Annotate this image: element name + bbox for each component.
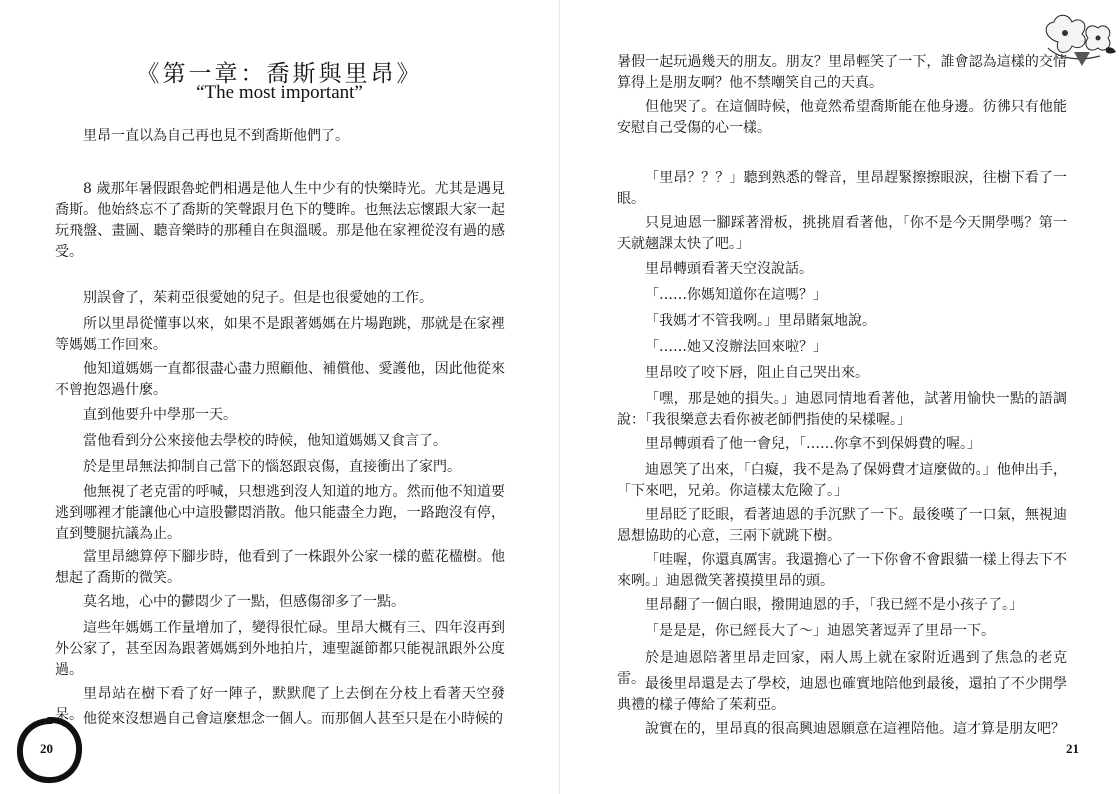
paragraph: 當他看到分公來接他去學校的時候，他知道媽媽又食言了。 (83, 433, 447, 449)
paragraph: 所以里昂從懂事以來，如果不是跟著媽媽在片場跑跳，那就是在家裡等媽媽工作回來。 (55, 316, 505, 353)
paragraph: 里昂轉頭看了他一會兒，「……你拿不到保姆費的喔。」 (645, 436, 981, 452)
paragraph: 「我媽才不管我咧。」里昂賭氣地說。 (645, 313, 876, 329)
right-page (560, 0, 1119, 794)
chapter-subtitle: “The most important” (196, 82, 363, 103)
paragraph: 他知道媽媽一直都很盡心盡力照顧他、補償他、愛護他，因此他從來不曾抱怨過什麼。 (55, 361, 505, 398)
paragraph: 里昂翻了一個白眼，撥開迪恩的手，「我已經不是小孩子了。」 (645, 597, 1023, 613)
left-page (0, 0, 559, 794)
paragraph: 「……你媽知道你在這嗎？」 (645, 287, 827, 303)
paragraph: 於是迪恩陪著里昂走回家，兩人馬上就在家附近遇到了焦急的老克雷。 (617, 650, 1067, 687)
paragraph: 當里昂總算停下腳步時，他看到了一株跟外公家一樣的藍花楹樹。他想起了喬斯的微笑。 (55, 549, 505, 586)
chapter-title: 《第一章：喬斯與里昂》 (136, 61, 423, 87)
paragraph: 莫名地，心中的鬱悶少了一點，但感傷卻多了一點。 (83, 594, 405, 610)
paragraph: 迪恩笑了出來，「白癡，我不是為了保姆費才這麼做的。」他伸出手，「下來吧，兄弟。你這樣太危險了。」 (617, 462, 1067, 499)
paragraph: 「嘿，那是她的損失。」迪恩同情地看著他，試著用愉快一點的語調說：「我很樂意去看你被老師們指使的呆樣喔。」 (617, 391, 1067, 428)
page-number: 20 (40, 741, 53, 756)
paragraph: 「是是是，你已經長大了～」迪恩笑著逗弄了里昂一下。 (645, 623, 995, 639)
paragraph: 里昂咬了咬下唇，阻止自己哭出來。 (645, 365, 869, 381)
paragraph: 這些年媽媽工作量增加了，變得很忙碌。里昂大概有三、四年沒再到外公家了，甚至因為跟著媽媽到外地拍片，連聖誕節都只能視訊跟外公度過。 (55, 620, 505, 678)
paragraph: 只見迪恩一腳踩著滑板，挑挑眉看著他，「你不是今天開學嗎？第一天就翹課太快了吧。」 (617, 215, 1067, 252)
paragraph: 暑假一起玩過幾天的朋友。朋友？里昂輕笑了一下，誰會認為這樣的交情算得上是朋友啊？他不禁嘲笑自己的天真。 (617, 54, 1067, 91)
paragraph: 說實在的，里昂真的很高興迪恩願意在這裡陪他。這才算是朋友吧？ (645, 721, 1065, 737)
paragraph: 他從來沒想過自己會這麼想念一個人。而那個人甚至只是在小時候的 (83, 711, 503, 727)
paragraph: 「……她又沒辦法回來啦？」 (645, 339, 827, 355)
paragraph: 於是里昂無法抑制自己當下的惱怒跟哀傷，直接衝出了家門。 (83, 459, 461, 475)
paragraph: 里昂轉頭看著天空沒說話。 (645, 261, 813, 277)
paragraph: 8 歲那年暑假跟魯蛇們相遇是他人生中少有的快樂時光。尤其是遇見喬斯。他始終忘不了喬斯的笑聲跟月色下的雙眸。也無法忘懷跟大家一起玩飛盤、畫圖、聽音樂時的那種自在與溫暖。那是他在家裡從沒有過的感受。 (55, 181, 505, 260)
paragraph: 直到他要升中學那一天。 (83, 407, 237, 423)
paragraph: 「里昂？？？」聽到熟悉的聲音，里昂趕緊擦擦眼淚，往樹下看了一眼。 (617, 170, 1067, 207)
paragraph: 別誤會了，茱莉亞很愛她的兒子。但是也很愛她的工作。 (83, 290, 433, 306)
paragraph: 但他哭了。在這個時候，他竟然希望喬斯能在他身邊。彷彿只有他能安慰自己受傷的心一樣。 (617, 99, 1067, 136)
paragraph: 里昂眨了眨眼，看著迪恩的手沉默了一下。最後嘆了一口氣，無視迪恩想協助的心意，三兩下就跳下樹。 (617, 507, 1067, 544)
paragraph: 最後里昂還是去了學校，迪恩也確實地陪他到最後，還拍了不少開學典禮的樣子傳給了茱莉亞。 (617, 676, 1067, 713)
paragraph: 里昂站在樹下看了好一陣子，默默爬了上去倒在分枝上看著天空發呆。 (55, 686, 505, 723)
page-number: 21 (1066, 741, 1079, 756)
paragraph: 他無視了老克雷的呼喊，只想逃到沒人知道的地方。然而他不知道要逃到哪裡才能讓他心中這股鬱悶消散。他只能盡全力跑，一路跑沒有停，直到雙腿抗議為止。 (55, 484, 505, 542)
paragraph: 「哇喔，你還真厲害。我還擔心了一下你會不會跟貓一樣上得去下不來咧。」迪恩微笑著摸摸里昂的頭。 (617, 552, 1067, 589)
paragraph: 里昂一直以為自己再也見不到喬斯他們了。 (83, 128, 349, 144)
